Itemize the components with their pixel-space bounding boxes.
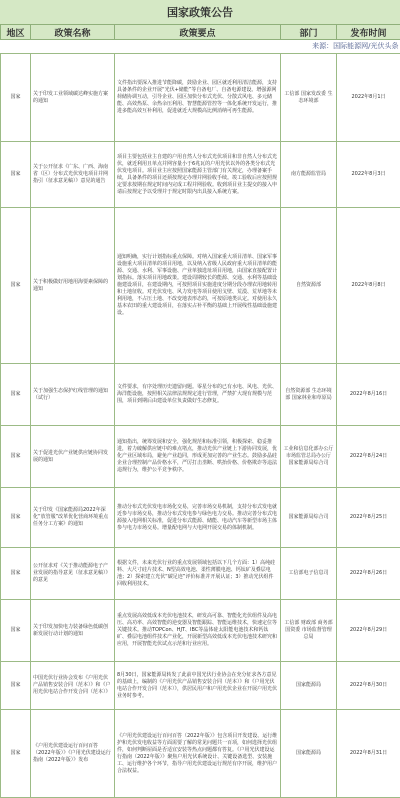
row-key-points: 项目主要包括业主自建的户用自然人分布式光伏项目和非自然人分布式光伏，就近利用且单点并网容量小于6兆瓦的户用光伏以外的各类分布式光伏发电项目。项目业主应按照国家能源主管部门有关规定，办理备案手续，具备条件的项目还须按规定办理并网验收手续。竣工验收后应按照规定要求按期在规定时间内完成工程并网验收。收到项目业主提交的接入申请后按规定予以受理并于规定时限内出具接入系统方案。 <box>115 142 281 208</box>
row-publish-date: 2022年8月30日 <box>337 662 400 710</box>
row-publish-date: 2022年8月31日 <box>337 710 400 798</box>
row-publish-date: 2022年8月1日 <box>337 54 400 142</box>
table-row <box>1 208 400 364</box>
row-department: 自然资源部 生态环境部 国家林业和草原局 <box>281 364 337 426</box>
row-publish-date: 2022年8月29日 <box>337 600 400 662</box>
header-publish-date: 发布时间 <box>337 25 400 40</box>
row-publish-date: 2022年8月8日 <box>337 208 400 364</box>
policy-table <box>0 24 400 798</box>
row-policy-name: 公开征求对《关于推动能源电子产业发展的指导意见（征求意见稿）》的意见 <box>31 548 115 600</box>
row-publish-date: 2022年8月26日 <box>337 548 400 600</box>
table-row <box>1 710 400 798</box>
row-department: 国家能源局综合司 <box>281 488 337 548</box>
row-policy-name: 关于印发加快电力装备绿色低碳创新发展行动计划的通知 <box>31 600 115 662</box>
table-row <box>1 548 400 600</box>
row-region: 国家 <box>1 364 31 426</box>
table-row <box>1 600 400 662</box>
row-key-points: 通知明确，实行计划指标重点保障。对纳入国家重大项目清单、国家军事设施重大项目清单的项目用地，以及纳入省级人民政府重大项目清单的能源、交通、水利、军事设施、产业单独选址项目用地，由国家直接配置计划指标。落实项目用地政策。建设周期较长的能源、交通、水利等基础设施建设项目，在建设期内，可按照项目实施进度分期分段办理农用地转用和土地征收。对光伏发电、风力发电等项目使用戈壁、荒漠、荒草地等未利用地，不占压土地、不改变地表形态的，可按原地类认定。对使用永久基本农田的重大建设项目，在落实占补平衡的基础上开展线性基础设施建设。 <box>115 208 281 364</box>
row-region: 国家 <box>1 710 31 798</box>
row-key-points: 通知指出，统筹发展和安全，强化规范和标准引领，积极探索、稳妥推进，着力破解供应链中的难点堵点，推动光伏产业链上下游协同发展，优化产业区域布局，避免产业趋同，形成更加完善的产业生态。鼓励多晶硅企业合理控制产品价格水平，严厉打击垄断、哄抬价格、价格欺诈等违法违规行为，维护公平竞争秩序。 <box>115 426 281 488</box>
row-region: 国家 <box>1 662 31 710</box>
header-region: 地区 <box>1 25 31 40</box>
row-department: 工信部 国家发改委 生态环境部 <box>281 54 337 142</box>
row-region: 国家 <box>1 54 31 142</box>
row-region: 国家 <box>1 142 31 208</box>
row-department: 工业和信息化部办公厅 市场监管总局办公厅 国家能源局综合司 <box>281 426 337 488</box>
table-row <box>1 54 400 142</box>
table-header-row <box>1 25 400 40</box>
row-department: 国家能源局 <box>281 710 337 798</box>
row-policy-name: 关于积极做好用地用海要素保障的通知 <box>31 208 115 364</box>
row-key-points: 重点发展高效低成本光伏电池技术，研发高可靠、智能化光伏组件及高电压、高功率、高效智能的逆变器及智能跟踪、智能运维技术，快速定位等关键技术。推动TOPCon、HJT、IBC等晶体硅太阳能电池技术和钙钛矿、叠层电池组件技术产业化，开展新型高效低成本光伏电池技术研究和应用，开展智能光伏试点示范和行业应用。 <box>115 600 281 662</box>
row-region: 国家 <box>1 548 31 600</box>
row-department: 南方能源监管局 <box>281 142 337 208</box>
row-department: 工信部 财政部 商务部 国资委 市场监督管理总局 <box>281 600 337 662</box>
table-row <box>1 142 400 208</box>
row-key-points: 8月30日，国家能源局转发了此前中国光伏行业协会在充分征求各方意见的基础上，编制的《户用光伏产品销售安装合同（范本）》和《户用光伏电站合作开发合同（范本）》，供居民用户和户用光伏企业在开展户用光伏业务时参考。 <box>115 662 281 710</box>
table-row <box>1 488 400 548</box>
table-row <box>1 426 400 488</box>
row-key-points: 推动分布式光伏发电市场化交易，完善市场交易机制，支持分布式发电就近参与市场交易，推动分布式发电参与绿色电力交易。推动完善分布式电源接入电网相关标准，促进分布式能源、储能、电动汽车等新型市场主体参与电力市场交易。增量配电网与大电网开展交易的体制机制。 <box>115 488 281 548</box>
source-note: 来源：国际能源网/光伏头条 <box>1 40 400 54</box>
header-policy-name: 政策名称 <box>31 25 115 40</box>
row-region: 国家 <box>1 208 31 364</box>
row-publish-date: 2022年8月25日 <box>337 488 400 548</box>
row-policy-name: 中国光伏行业协会发布《户用光伏产品销售安装合同（范本）》和《户用光伏电站合作开发合同（范本）》 <box>31 662 115 710</box>
table-row <box>1 364 400 426</box>
row-policy-name: 关于公开征求《广东、广西、海南省（区）分布式光伏发电项目并网指引（征求意见稿）》意见的通告 <box>31 142 115 208</box>
row-key-points: 文件要求，有序处理历史遗留问题。零星分布的已有水电、风电、光伏、海洋能设施，按照相关法律法规规定进行管理，严禁扩大现有规模与范围，项目到期后由建设单位负责做好生态修复。 <box>115 364 281 426</box>
row-policy-name: 关于印发《国家能源局2022年深化“放管服”改革优化营商环境重点任务分工方案》的通知 <box>31 488 115 548</box>
row-policy-name: 关于加强生态保护红线管理的通知（试行） <box>31 364 115 426</box>
row-region: 国家 <box>1 488 31 548</box>
row-policy-name: 《户用光伏建设运行百问百答（2022年版）》《户用光伏建设运行指南（2022年版）》发布 <box>31 710 115 798</box>
row-publish-date: 2022年8月16日 <box>337 364 400 426</box>
header-department: 部门 <box>281 25 337 40</box>
row-department: 国家能源局 <box>281 662 337 710</box>
row-publish-date: 2022年8月24日 <box>337 426 400 488</box>
row-region: 国家 <box>1 600 31 662</box>
row-policy-name: 关于印发工业领域碳达峰实施方案的通知 <box>31 54 115 142</box>
page-title: 国家政策公告 <box>0 0 400 25</box>
source-row <box>1 40 400 54</box>
row-key-points: 文件指出要深入推进节能降碳，鼓励企业、园区就近利用清洁能源，支持具备条件的企业开展“光伏+储能”等自备电厂、自备电源建设。增强源网荷储协调互动，引导企业、园区加快分布式光伏、分散式风电、多元储能、高效热泵、余热余压利用、智慧能源管控等一体化系统开发运行，推进多能高效互补利用，促进就近大规模高比例消纳可再生能源。 <box>115 54 281 142</box>
row-department: 工信部电子信息司 <box>281 548 337 600</box>
row-key-points: 根据文件，未来光伏行业的重点发展领域包括以下几个方面：1）高纯硅料、大尺寸硅片技术、N型高效电池、柔性薄膜电池、钙钛矿及叠层电池；2）探索建立光伏“碳足迹”评价标准并开展认证；3）推动光伏组件回收利用技术。 <box>115 548 281 600</box>
row-publish-date: 2022年8月3日 <box>337 142 400 208</box>
row-policy-name: 关于促进光伏产业链供应链协同发展的通知 <box>31 426 115 488</box>
row-key-points: 《户用光伏建设运行百问百答（2022年版）》包含项目开发建设、运行维护和光伏发电收益等方面需要了解的常见问题共一百项，如何选择光伏组件，如何判断屋面是否适宜安装等热点问题都有答复。《户用光伏建设运行指南（2022年版）》聚焦户用光伏系统设计、关键设备选型、安装施工、运行维护各个环节，指导户用光伏建设运行规范有序开展，维护用户合法权益。 <box>115 710 281 798</box>
row-department: 自然资源部 <box>281 208 337 364</box>
table-row <box>1 662 400 710</box>
header-key-points: 政策要点 <box>115 25 281 40</box>
row-region: 国家 <box>1 426 31 488</box>
